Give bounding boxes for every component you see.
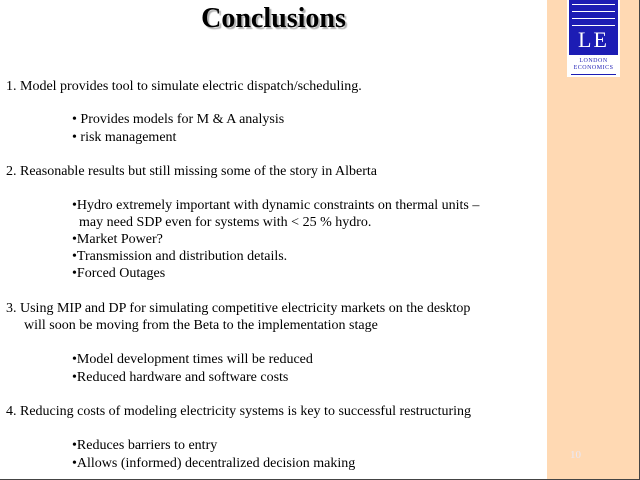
page-number: 10 xyxy=(570,449,581,461)
point-3: 3. Using MIP and DP for simulating competitive electricity markets on the desktop xyxy=(6,301,471,316)
logo-letters: LE xyxy=(578,27,609,52)
point-4-bullet-1: •Reduces barriers to entry xyxy=(72,438,218,453)
london-economics-logo xyxy=(567,0,620,77)
point-4-bullet-2: •Allows (informed) decentralized decision making xyxy=(72,456,356,471)
point-2-bullet-2: •Market Power? xyxy=(72,232,163,247)
logo-subtitle xyxy=(567,58,620,72)
point-1: 1. Model provides tool to simulate electric dispatch/scheduling. xyxy=(6,79,362,94)
point-3-bullet-1: •Model development times will be reduced xyxy=(72,352,313,367)
point-4: 4. Reducing costs of modeling electricity systems is key to successful restructuring xyxy=(6,404,472,419)
logo-box xyxy=(569,0,618,55)
point-2: 2. Reasonable results but still missing some of the story in Alberta xyxy=(6,164,377,179)
point-2-bullet-3: •Transmission and distribution details. xyxy=(72,249,288,264)
point-2-bullet-4: •Forced Outages xyxy=(72,266,166,281)
point-1-bullet-1: • Provides models for M & A analysis xyxy=(72,112,285,127)
point-2-bullet-1: •Hydro extremely important with dynamic constraints on thermal units – xyxy=(72,198,480,213)
point-3-bullet-2: •Reduced hardware and software costs xyxy=(72,370,289,385)
point-2-bullet-1-continued: may need SDP even for systems with < 25 % hydro. xyxy=(79,215,372,230)
logo-subtitle-line1: LONDON xyxy=(579,58,608,64)
logo-rule xyxy=(571,74,616,75)
logo-stripes xyxy=(572,4,615,26)
point-3-continued: will soon be moving from the Beta to the implementation stage xyxy=(24,318,378,333)
logo-subtitle-line2: ECONOMICS xyxy=(573,65,614,71)
point-1-bullet-2: • risk management xyxy=(72,130,177,145)
slide-title: Conclusions xyxy=(201,3,346,34)
